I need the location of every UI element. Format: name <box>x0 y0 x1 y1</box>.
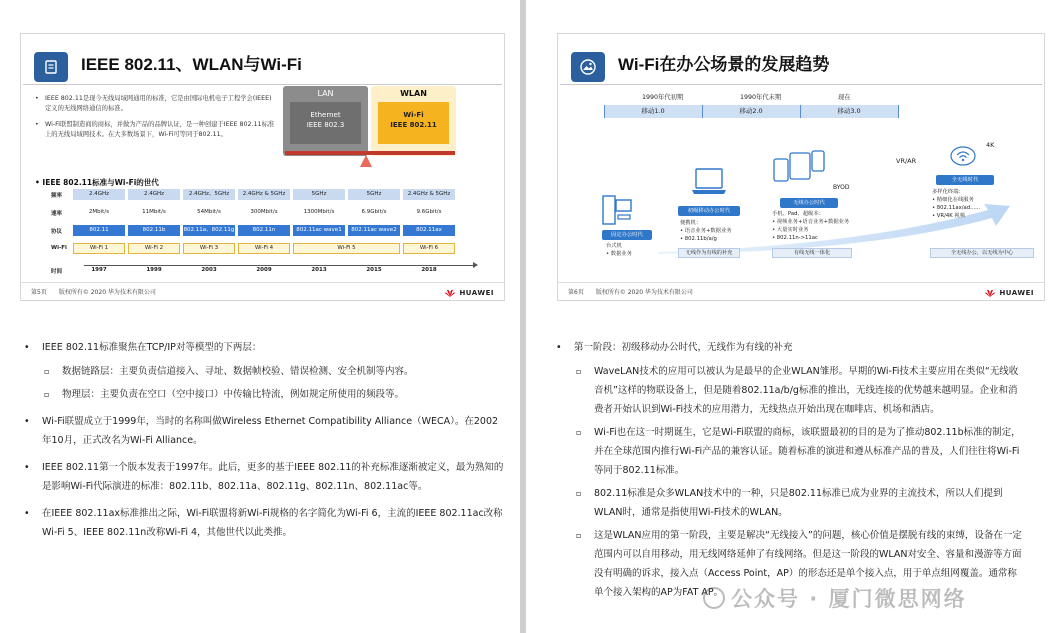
lan-label: Ethernet <box>310 111 341 119</box>
gen-freq-cell: 2.4GHz <box>73 189 125 200</box>
gen-freq-cell: 2.4GHz <box>128 189 180 200</box>
gen-rate-cell: 2Mbit/s <box>73 207 125 218</box>
slide-bullet: • IEEE 802.11是现今无线局域网通用的标准，它是由国际电机电子工程学会(IEEE)定义的无线网络通信的标准。 <box>35 94 275 114</box>
stage-line: 手机、Pad、超级本： <box>772 211 824 217</box>
gen-proto-cell: 802.11ac wave1 <box>293 225 345 236</box>
document-icon <box>34 52 68 82</box>
footer-copyright: 版权所有© 2020 华为技术有限公司 <box>595 289 693 296</box>
gen-wifi-cell: Wi-Fi 5 <box>293 243 400 254</box>
huawei-flower-icon <box>445 289 455 297</box>
stage-line: 便携机： <box>680 220 702 226</box>
stage-line: • 802.11b/a/g <box>680 236 717 242</box>
stage-footnote: 全无线办公，以无线为中心 <box>930 248 1034 258</box>
gen-rate-cell: 1300Mbit/s <box>293 207 345 218</box>
huawei-logo <box>445 289 494 297</box>
notes-page-right <box>526 0 1053 633</box>
gen-year: 2018 <box>421 267 437 273</box>
note-subitem: ▫ 物理层：主要负责在空口（空中接口）中传输比特流，例如规定所使用的频段等。 <box>24 385 504 404</box>
gen-wifi-cell: Wi-Fi 1 <box>73 243 125 254</box>
lan-header: LAN <box>317 89 334 98</box>
row-label-time: 时间 <box>51 269 63 275</box>
notes-page-left <box>0 0 520 633</box>
gen-rate-cell: 54Mbit/s <box>183 207 235 218</box>
note-subitem: ▫ WaveLAN技术的应用可以被认为是最早的企业WLAN雏形。早期的Wi-Fi技术主要应用在类似“无线收音机”这样的物联设备上，但是随着802.11a/b/g标准的推出，无线连接的优势越来越明显。企业和消费者开始认识到Wi-Fi技术的应用潜力，无线热点开始出现在咖啡店、机场和酒店。 <box>556 362 1026 419</box>
title-divider <box>23 84 502 85</box>
mobile-devices-icon <box>772 149 826 183</box>
row-label-proto: 协议 <box>51 229 63 235</box>
stage-line: • 802.11ax/ad...... <box>932 205 981 211</box>
footer-brand: HUAWEI <box>999 289 1034 297</box>
stage-tag: 无线办公时代 <box>780 198 838 208</box>
footer-brand: HUAWEI <box>459 289 494 297</box>
gen-year: 2015 <box>366 267 382 273</box>
note-item: • IEEE 802.11第一个版本发表于1997年。此后，更多的基于IEEE 802.11的补充标准逐渐被定义，最为熟知的是影响Wi-Fi代际演进的标准：802.11b、802.11a、802.11g、802.11n、802.11ac等。 <box>24 458 504 496</box>
gen-year: 1997 <box>91 267 107 273</box>
gen-year: 1999 <box>146 267 162 273</box>
note-item: • 在IEEE 802.11ax标准推出之际，Wi-Fi联盟将新Wi-Fi规格的名字简化为Wi-Fi 6，主流的IEEE 802.11ac改称Wi-Fi 5、IEEE 802.11n改称Wi-Fi 4，其他世代以此类推。 <box>24 504 504 542</box>
gen-rate-cell: 9.6Gbit/s <box>403 207 455 218</box>
wlan-std: IEEE 802.11 <box>390 121 437 129</box>
stage-line: • 802.11n->11ac <box>772 235 818 241</box>
note-subitem: ▫ 这是WLAN应用的第一阶段，主要是解决“无线接入”的问题，核心价值是摆脱有线的束缚，设备在一定范围内可以自用移动，用无线网络延伸了有线网络。但是这一阶段的WLAN对安全、容量和漫游等方面没有明确的诉求，接入点（Access Point，AP）的形态还是单个接入点，用于单点组网覆盖。通常称单个接入架构的AP为FAT AP。 <box>556 526 1026 602</box>
gen-freq-cell: 2.4GHz & 5GHz <box>403 189 455 200</box>
stage-line: • 语音业务+数据业务 <box>680 228 732 234</box>
era-time-label: 现在 <box>838 94 851 101</box>
footer-page: 第6页 <box>568 289 584 296</box>
slide-bullet: • Wi-Fi联盟制造商的商标，并做为产品的品牌认证，是一种创建于IEEE 802.11标准上的无线局域网技术。在大多数场景下，Wi-Fi可等同于802.11。 <box>35 120 275 140</box>
stage-tag: 全无线时代 <box>936 175 994 185</box>
era-label: 移动1.0 <box>641 107 665 115</box>
gen-rate-cell: 6.9Gbit/s <box>348 207 400 218</box>
stage-tag: 固定办公时代 <box>602 230 652 240</box>
note-subitem: ▫ 数据链路层：主要负责信道接入、寻址、数据帧校验、错误检测、安全机制等内容。 <box>24 362 504 381</box>
era-time-label: 1990年代末期 <box>740 94 782 101</box>
gen-wifi-cell: Wi-Fi 4 <box>238 243 290 254</box>
stage-line: 台式机 <box>606 243 622 249</box>
wifi-icon <box>950 146 976 166</box>
note-subitem: ▫ 802.11标准是众多WLAN技术中的一种，只是802.11标准已成为业界的主流技术，所以人们提到WLAN时，通常是指使用Wi-Fi技术的WLAN。 <box>556 484 1026 522</box>
stage-tag: 初级移动办公时代 <box>678 206 740 216</box>
wlan-standard <box>378 102 449 144</box>
lan-standard <box>290 102 361 144</box>
picture-icon <box>571 52 605 82</box>
footer-page: 第5页 <box>31 289 47 296</box>
table-heading: • IEEE 802.11标准与Wi-Fi的世代 <box>35 177 159 188</box>
era-tick <box>898 105 899 118</box>
footer-copyright: 版权所有© 2020 华为技术有限公司 <box>58 289 156 296</box>
slide-title: Wi-Fi在办公场景的发展趋势 <box>618 55 830 74</box>
lan-box <box>283 86 368 156</box>
desktop-computer-icon <box>602 194 632 228</box>
lan-std: IEEE 802.3 <box>306 121 345 129</box>
balance-fulcrum <box>360 155 372 167</box>
slide-thumbnail-5[interactable] <box>20 33 505 301</box>
stage-line: • 精细化在线服务 <box>932 197 974 203</box>
era-time-label: 1990年代初期 <box>642 94 684 101</box>
speaker-notes-right <box>556 338 1026 606</box>
gen-freq-cell: 2.4GHz、5GHz <box>183 189 235 200</box>
gen-rate-cell: 11Mbit/s <box>128 207 180 218</box>
era-label: 移动3.0 <box>837 107 861 115</box>
stage-line: • 大量实时业务 <box>772 227 809 233</box>
stage-line: • 视频业务+语音业务+数据业务 <box>772 219 850 225</box>
gen-proto-cell: 802.11b <box>128 225 180 236</box>
gen-proto-cell: 802.11a、802.11g <box>183 225 235 236</box>
timeline-arrow <box>84 265 474 266</box>
note-item: • Wi-Fi联盟成立于1999年，当时的名称叫做Wireless Ethernet Compatibility Alliance（WECA）。在2002年10月，正式改名为Wi-Fi Alliance。 <box>24 412 504 450</box>
gen-proto-cell: 802.11 <box>73 225 125 236</box>
watermark <box>703 583 967 613</box>
row-label-freq: 频率 <box>51 193 63 199</box>
stage-line: • VR/4K 视频 <box>932 213 966 219</box>
note-subitem: ▫ Wi-Fi也在这一时期诞生，它是Wi-Fi联盟的商标，该联盟最初的目的是为了推动802.11b标准的制定，并在全球范围内推行Wi-Fi产品的兼容认证。随着标准的演进和遵从标准产品的普及，人们往往将Wi-Fi等同于802.11标准。 <box>556 423 1026 480</box>
gen-wifi-cell: Wi-Fi 3 <box>183 243 235 254</box>
4k-label: 4K <box>986 141 995 149</box>
gen-freq-cell: 2.4GHz & 5GHz <box>238 189 290 200</box>
title-divider <box>560 84 1042 85</box>
stage-line: 多样化终端： <box>932 189 964 195</box>
speaker-notes-left <box>24 338 504 547</box>
stage-footnote: 有线无线一体化 <box>772 248 852 258</box>
gen-freq-cell: 5GHz <box>348 189 400 200</box>
row-label-wifi: Wi-Fi <box>51 245 67 251</box>
gen-freq-cell: 5GHz <box>293 189 345 200</box>
watermark-text: 公众号 · 厦门微思网络 <box>731 587 967 611</box>
gen-proto-cell: 802.11ac wave2 <box>348 225 400 236</box>
wlan-header: WLAN <box>400 89 427 98</box>
gen-wifi-cell: Wi-Fi 2 <box>128 243 180 254</box>
stage-line: • 数据业务 <box>606 251 632 257</box>
huawei-flower-icon <box>985 289 995 297</box>
gen-proto-cell: 802.11ax <box>403 225 455 236</box>
vr-ar-label: VR/AR <box>896 157 917 165</box>
gen-year: 2003 <box>201 267 217 273</box>
slide-footer <box>558 282 1044 300</box>
wechat-icon <box>703 587 725 609</box>
wlan-label: Wi-Fi <box>403 111 424 119</box>
note-item: • 第一阶段：初级移动办公时代，无线作为有线的补充 <box>556 338 1026 357</box>
row-label-rate: 速率 <box>51 211 63 217</box>
era-label: 移动2.0 <box>739 107 763 115</box>
note-item: • IEEE 802.11标准聚焦在TCP/IP对等模型的下两层： <box>24 338 504 357</box>
stage-footnote: 无线作为有线的补充 <box>678 248 740 258</box>
laptop-icon <box>692 167 726 195</box>
byod-label: BYOD <box>833 184 850 191</box>
gen-proto-cell: 802.11n <box>238 225 290 236</box>
wlan-box <box>371 86 456 156</box>
slide-bullets <box>35 94 275 146</box>
slide-title: IEEE 802.11、WLAN与Wi-Fi <box>81 55 302 74</box>
gen-year: 2009 <box>256 267 272 273</box>
gen-wifi-cell: Wi-Fi 6 <box>403 243 455 254</box>
gen-year: 2013 <box>311 267 327 273</box>
huawei-logo <box>985 289 1034 297</box>
slide-footer <box>21 282 504 300</box>
slide-thumbnail-6[interactable] <box>557 33 1045 301</box>
gen-rate-cell: 300Mbit/s <box>238 207 290 218</box>
